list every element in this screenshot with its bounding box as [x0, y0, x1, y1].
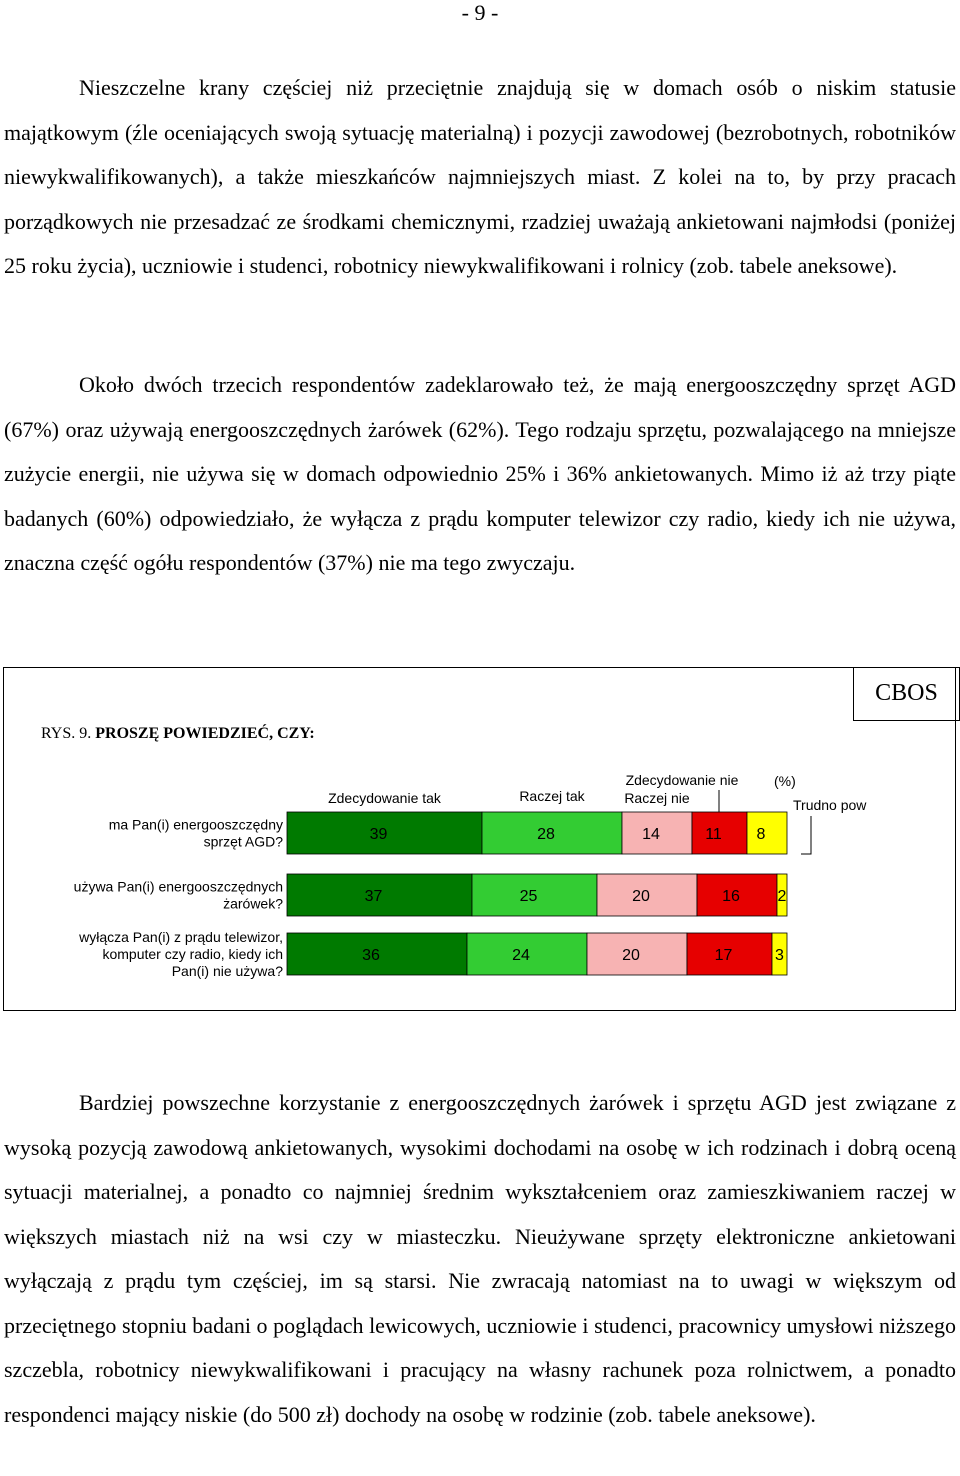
bar-value-label: 37: [364, 888, 383, 905]
bar-segment: [747, 812, 787, 854]
bar-value-label: 17: [714, 947, 733, 964]
category-label: komputer czy radio, kiedy ich: [102, 946, 283, 962]
category-label: żarówek?: [223, 895, 283, 912]
legend-label: Trudno pow: [793, 797, 867, 813]
legend-label: Raczej tak: [519, 788, 585, 804]
legend-label: Zdecydowanie tak: [328, 790, 441, 806]
paragraph-3: Bardziej powszechne korzystanie z energooszczędnych żarówek i sprzętu AGD jest związane z wysoką pozycją zawodową ankietowanych, wysokimi dochodami na osobę w ich rodzinach i dobrą oceną sytuacji materialnej, a ponadto co najmniej średnim wykształceniem oraz zamieszkiwaniem raczej w większych miastach niż na wsi czy w miasteczku. Nieużywane sprzęty elektroniczne ankietowani wyłączają z prądu tym częściej, im są starsi. Nie zwracają natomiast na to uwagi w większym od przeciętnego stopniu badani o poglądach lewicowych, uczniowie i studenci, pracownicy umysłowi niższego szczebla, robotnicy niewykwalifikowani i pracujący na własny rachunek poza rolnictwem, a ponadto respondenci mający niskie (do 500 zł) dochody na osobę w rodzinie (zob. tabele aneksowe).: [4, 1090, 956, 1427]
category-label: ma Pan(i) energooszczędny: [108, 816, 283, 833]
bar-value-label: 2: [777, 888, 787, 905]
bar-value-label: 20: [622, 947, 640, 964]
bar-value-label: 25: [519, 888, 538, 905]
bar-value-label: 24: [512, 947, 530, 964]
bar-value-label: 3: [775, 947, 784, 964]
page-number: - 9 -: [461, 0, 499, 25]
paragraph-1: Nieszczelne krany częściej niż przeciętnie znajdują się w domach osób o niskim statusie majątkowym (źle oceniających swoją sytuację materialną) i pozycji zawodowej (bezrobotnych, robotników niewykwalifikowanych), a także mieszkańców najmniejszych miast. Z kolei na to, by przy pracach porządkowych nie przesadzać ze środkami chemicznymi, rzadziej uważają ankietowani najmłodsi (poniżej 25 roku życia), uczniowie i studenci, robotnicy niewykwalifikowani i rolnicy (zob. tabele aneksowe).: [4, 75, 956, 278]
category-label: używa Pan(i) energooszczędnych: [73, 878, 283, 895]
figure-title-prefix: RYS. 9.: [41, 725, 92, 742]
unit-label: (%): [774, 773, 796, 789]
bar-value-label: 36: [362, 947, 380, 964]
cbos-label: CBOS: [853, 667, 960, 721]
category-label: sprzęt AGD?: [203, 833, 283, 850]
figure-title-main: PROSZĘ POWIEDZIEĆ, CZY:: [95, 725, 315, 742]
bar-value-label: 14: [642, 826, 660, 843]
paragraph-2: Około dwóch trzecich respondentów zadeklarowało też, że mają energooszczędny sprzęt AGD (67%) oraz używają energooszczędnych żarówek (62%). Tego rodzaju sprzętu, pozwalającego na mniejsze zużycie energii, nie używa się w domach odpowiednio 25% i 36% ankietowanych. Mimo iż aż trzy piąte badanych (60%) odpowiedziało, że wyłącza z prądu komputer telewizor czy radio, kiedy ich nie używa, znaczna część ogółu respondentów (37%) nie ma tego zwyczaju.: [4, 372, 956, 575]
legend-label: Zdecydowanie nie: [625, 772, 739, 788]
bar-value-label: 16: [722, 888, 740, 905]
legend-label: Raczej nie: [624, 790, 690, 806]
bar-value-label: 39: [369, 826, 388, 843]
stacked-bar-chart: [4, 668, 955, 1010]
figure: [3, 667, 956, 1011]
bar-value-label: 28: [537, 826, 555, 843]
bar-value-label: 20: [632, 888, 650, 905]
bar-value-label: 11: [705, 826, 722, 843]
bar-value-label: 8: [756, 826, 766, 843]
category-label: wyłącza Pan(i) z prądu telewizor,: [79, 929, 283, 945]
leader-line: [801, 816, 811, 854]
category-label: Pan(i) nie używa?: [171, 963, 283, 979]
